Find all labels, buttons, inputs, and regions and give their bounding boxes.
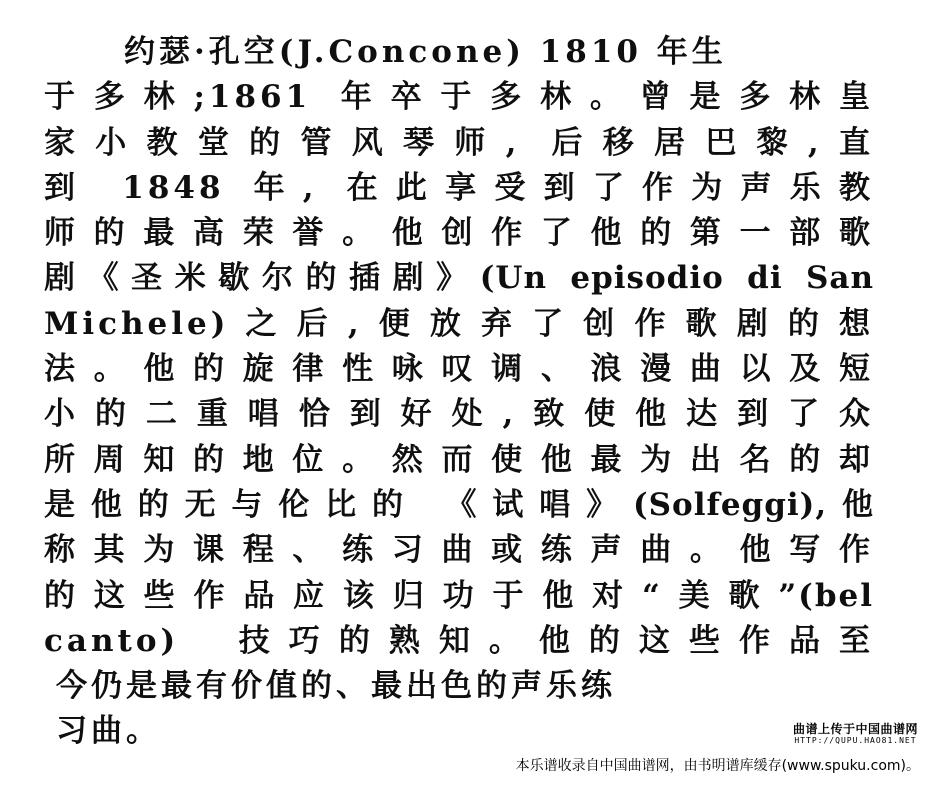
article-body xyxy=(44,30,874,755)
watermark-title: 曲谱上传于中国曲谱网 xyxy=(792,722,918,736)
text-line: 剧《圣米歇尔的插剧》(Un episodio di San xyxy=(44,260,874,297)
text-line: 小的二重唱恰到好处,致使他达到了众 xyxy=(44,396,874,433)
text-line: 今仍是最有价值的、最出色的声乐练 xyxy=(56,668,616,705)
text-line: 所周知的地位。然而使他最为出名的却 xyxy=(44,441,874,478)
text-line: 称其为课程、练习曲或练声曲。他写作 xyxy=(44,532,874,569)
text-line: 法。他的旋律性咏叹调、浪漫曲以及短 xyxy=(44,351,874,388)
text-line: 是他的无与伦比的 《试唱》(Solfeggi),他 xyxy=(44,486,874,523)
text-line: 约瑟·孔空(J.Concone) 1810 年生 xyxy=(124,34,727,70)
footer-source-note: 本乐谱收录自中国曲谱网，由书明谱库缓存(www.spuku.com)。 xyxy=(515,758,920,774)
text-line: canto) 技巧的熟知。他的这些作品至 xyxy=(44,622,874,659)
text-line: Michele)之后,便放弃了创作歌剧的想 xyxy=(44,305,874,342)
site-watermark xyxy=(793,722,918,746)
text-line: 习曲。 xyxy=(56,713,161,750)
text-line: 家小教堂的管风琴师, 后移居巴黎,直 xyxy=(44,124,874,161)
watermark-url: HTTP://QUPU.HAO81.NET xyxy=(794,736,917,745)
text-line: 于多林;1861 年卒于多林。曾是多林皇 xyxy=(44,79,874,116)
text-line: 师的最高荣誉。他创作了他的第一部歌 xyxy=(44,215,874,252)
text-line: 的这些作品应该归功于他对“美歌”(bel xyxy=(44,577,874,614)
text-line: 到 1848 年, 在此享受到了作为声乐教 xyxy=(44,169,874,206)
